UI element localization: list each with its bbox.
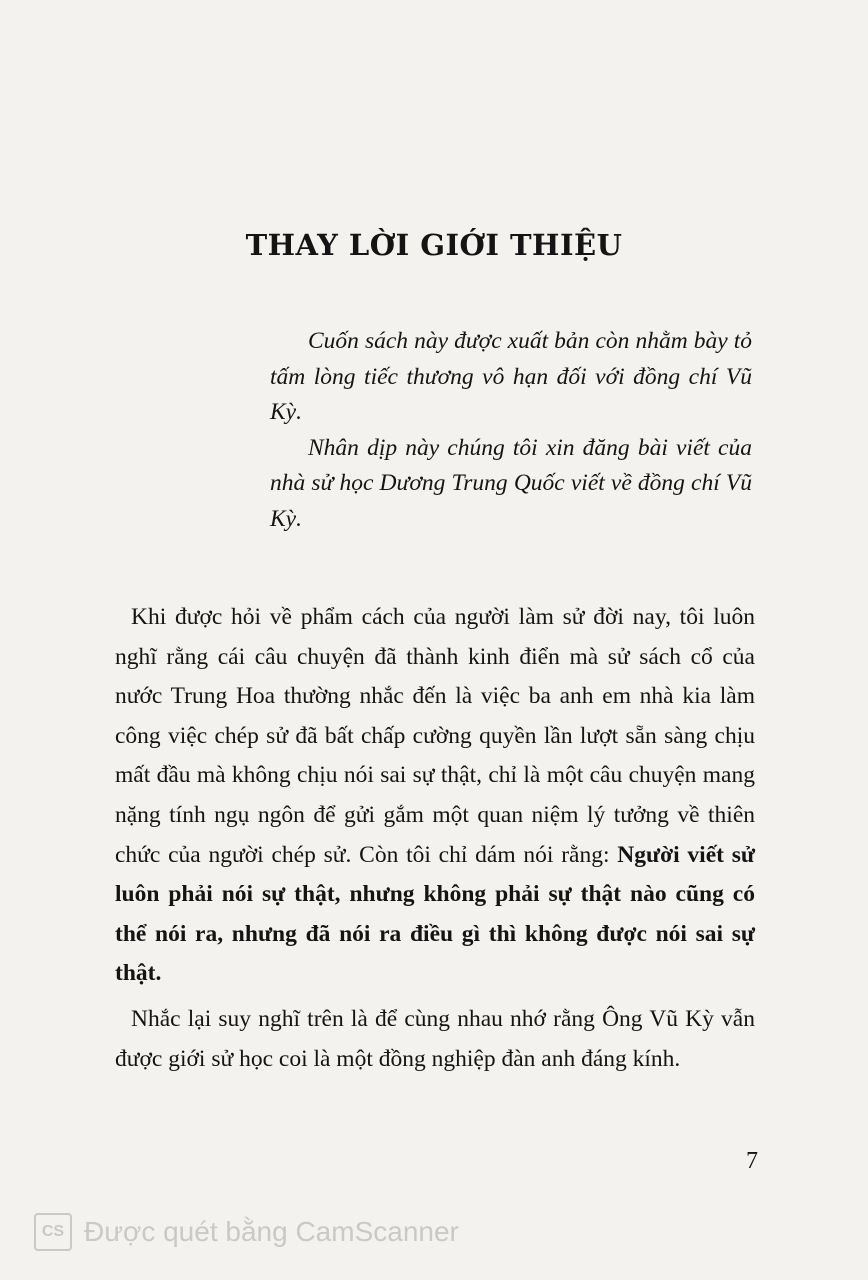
watermark-text: Được quét bằng CamScanner (84, 1216, 459, 1247)
page-number: 7 (746, 1148, 758, 1174)
body-text (115, 598, 755, 1079)
intro-note (270, 324, 752, 537)
body-paragraph-1-emphasis: Người viết sử luôn phải nói sự thật, nhưng không phải sự thật nào cũng có thể nói ra, nhưng đã nói ra điều gì thì không được nói sai sự thật. (115, 841, 755, 987)
page-title: THAY LỜI GIỚI THIỆU (245, 228, 623, 262)
body-paragraph-1-text: Khi được hỏi về phẩm cách của người làm sử đời nay, tôi luôn nghĩ rằng cái câu chuyện đã thành kinh điển mà sử sách cổ của nước Trung Hoa thường nhắc đến là việc ba anh em nhà kia làm công việc chép sử đã bất chấp cường quyền lần lượt sẵn sàng chịu mất đầu mà không chịu nói sai sự thật, chỉ là một câu chuyện mang nặng tính ngụ ngôn để gửi gắm một quan niệm lý tưởng về thiên chức của người chép sử. Còn tôi chỉ dám nói rằng: (115, 604, 755, 868)
body-paragraph-2: Nhắc lại suy nghĩ trên là để cùng nhau nhớ rằng Ông Vũ Kỳ vẫn được giới sử học coi là một đồng nghiệp đàn anh đáng kính. (115, 1005, 755, 1072)
intro-paragraph-1: Cuốn sách này được xuất bản còn nhằm bày tỏ tấm lòng tiếc thương vô hạn đối với đồng chí Vũ Kỳ. (270, 328, 752, 425)
camscanner-watermark (34, 1213, 459, 1251)
body-paragraph-1 (115, 598, 755, 994)
intro-paragraph-2: Nhân dịp này chúng tôi xin đăng bài viết của nhà sử học Dương Trung Quốc viết về đồng chí Vũ Kỳ. (270, 434, 752, 532)
camscanner-logo-icon: CS (34, 1213, 72, 1251)
